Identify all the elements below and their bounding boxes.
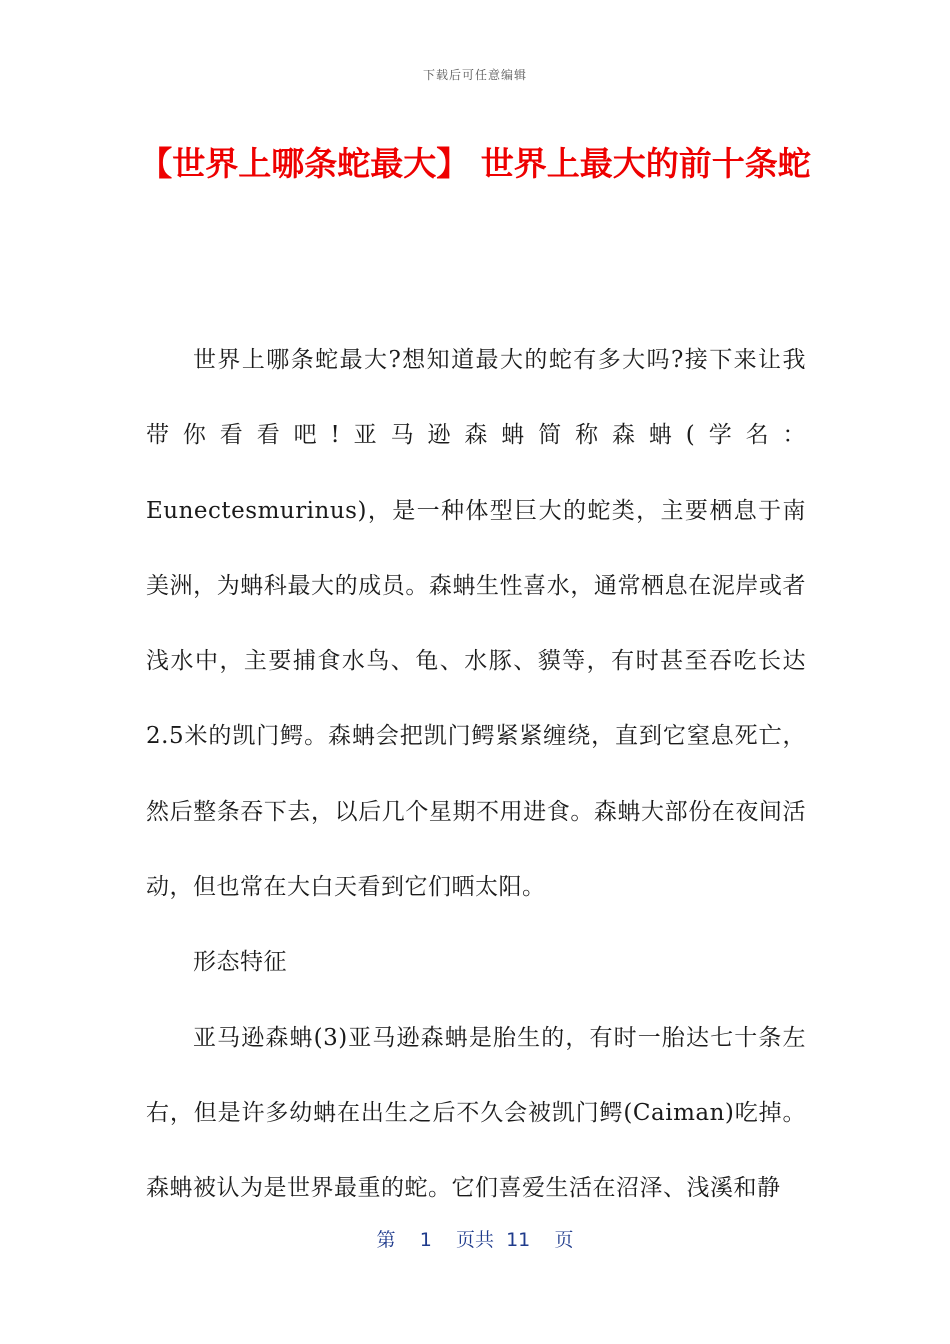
paragraph-intro: 世界上哪条蛇最大?想知道最大的蛇有多大吗?接下来让我带你看看吧!亚马逊森蚺简称森蚺(学名：Eunectesmurinus)，是一种体型巨大的蛇类，主要栖息于南美洲，为蚺科最大的成员。森蚺生性喜水，通常栖息在泥岸或者浅水中，主要捕食水鸟、龟、水豚、貘等，有时甚至吞吃长达2.5米的凯门鳄。森蚺会把凯门鳄紧紧缠绕，直到它窒息死亡，然后整条吞下去，以后几个星期不用进食。森蚺大部份在夜间活动，但也常在大白天看到它们晒太阳。 — [146, 347, 806, 901]
document-body — [146, 323, 806, 1227]
footer-suffix: 页 — [554, 1229, 574, 1251]
header-note: 下载后可任意编辑 — [422, 68, 527, 82]
paragraph-morphology: 亚马逊森蚺(3)亚马逊森蚺是胎生的，有时一胎达七十条左右，但是许多幼蚺在出生之后不久会被凯门鳄(Caiman)吃掉。森蚺被认为是世界最重的蛇。它们喜爱生活在沼泽、浅溪和静 — [146, 1024, 806, 1202]
section-heading: 形态特征 — [193, 949, 287, 976]
footer-current-page: 1 — [419, 1229, 432, 1251]
footer-total-pages: 11 — [506, 1229, 531, 1251]
document-title: 【世界上哪条蛇最大】 世界上最大的前十条蛇 — [139, 144, 811, 183]
footer-prefix: 第 — [376, 1229, 396, 1251]
page-footer — [0, 1225, 950, 1252]
footer-middle: 页共 — [455, 1229, 494, 1251]
